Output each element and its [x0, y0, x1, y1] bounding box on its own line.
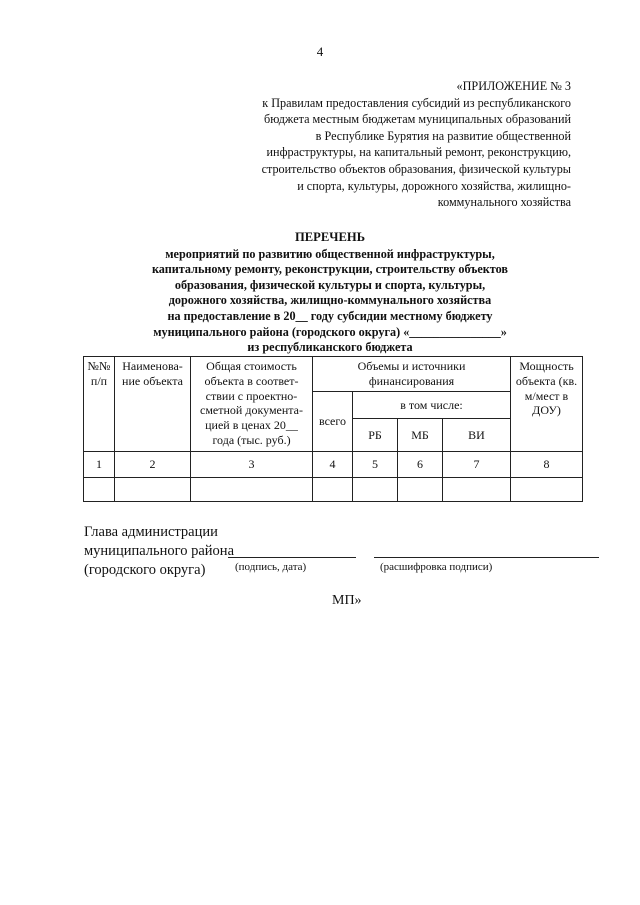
header-num: №№ п/п: [84, 357, 115, 452]
document-title: ПЕРЕЧЕНЬ: [294, 230, 366, 244]
appendix-line: к Правилам предоставления субсидий из республиканского: [262, 95, 571, 110]
heading-line: дорожного хозяйства, жилищно-коммунального хозяйства: [168, 293, 492, 308]
header-vi: ВИ: [443, 419, 511, 452]
appendix-line: в Республике Бурятия на развитие общественной: [315, 128, 571, 143]
table-row: [84, 478, 583, 502]
signature-block: [84, 523, 234, 580]
column-number: 6: [398, 452, 443, 478]
empty-cell: [511, 478, 583, 502]
decode-underline: [374, 557, 599, 558]
header-cost: Общая стоимость объекта в соответ-ствии с проектно-сметной документа-цией в ценах 20__ года (тыс. руб.): [191, 357, 313, 452]
appendix-header: [191, 78, 571, 211]
column-number: 2: [115, 452, 191, 478]
appendix-line: бюджета местным бюджетам муниципальных образований: [264, 112, 571, 127]
empty-cell: [115, 478, 191, 502]
appendix-line: «ПРИЛОЖЕНИЕ № 3: [456, 79, 571, 93]
seal-mark: МП»: [332, 593, 362, 608]
empty-cell: [398, 478, 443, 502]
empty-cell: [353, 478, 398, 502]
signature-line: муниципального района: [84, 543, 234, 559]
heading-line: образования, физической культуры и спорта, культуры,: [174, 277, 486, 292]
header-capacity: Мощность объекта (кв. м/мест в ДОУ): [511, 357, 583, 452]
header-funding: Объемы и источники финансирования: [313, 357, 511, 392]
column-number: 3: [191, 452, 313, 478]
heading-line: на предоставление в 20__ году субсидии местному бюджету: [167, 308, 493, 323]
empty-cell: [84, 478, 115, 502]
signature-line: (городского округа): [84, 562, 206, 578]
column-number: 1: [84, 452, 115, 478]
heading-line: из республиканского бюджета: [247, 340, 413, 355]
signature-line: Глава администрации: [84, 524, 218, 540]
sign-caption: (подпись, дата): [235, 561, 307, 573]
header-mb: МБ: [398, 419, 443, 452]
document-heading: [0, 230, 640, 356]
heading-line: мероприятий по развитию общественной инфраструктуры,: [165, 246, 495, 261]
funding-table: [83, 356, 583, 502]
appendix-line: инфраструктуры, на капитальный ремонт, реконструкцию,: [266, 145, 571, 160]
column-number: 7: [443, 452, 511, 478]
column-number: 8: [511, 452, 583, 478]
header-rb: РБ: [353, 419, 398, 452]
page-number: 4: [316, 44, 324, 59]
appendix-line: коммунального хозяйства: [437, 195, 571, 210]
empty-cell: [443, 478, 511, 502]
heading-line: муниципального района (городского округа) «_______________»: [153, 324, 507, 339]
appendix-line: строительство объектов образования, физической культуры: [261, 161, 571, 176]
empty-cell: [191, 478, 313, 502]
heading-line: капитальному ремонту, реконструкции, строительству объектов: [151, 262, 509, 277]
column-number: 4: [313, 452, 353, 478]
header-including: в том числе:: [353, 392, 511, 419]
empty-cell: [313, 478, 353, 502]
header-total: всего: [313, 392, 353, 452]
appendix-line: и спорта, культуры, дорожного хозяйства, жилищно-: [297, 178, 571, 193]
header-name: Наименова-ние объекта: [115, 357, 191, 452]
decode-caption: (расшифровка подписи): [380, 561, 493, 573]
signature-underline: [228, 557, 356, 558]
column-number: 5: [353, 452, 398, 478]
